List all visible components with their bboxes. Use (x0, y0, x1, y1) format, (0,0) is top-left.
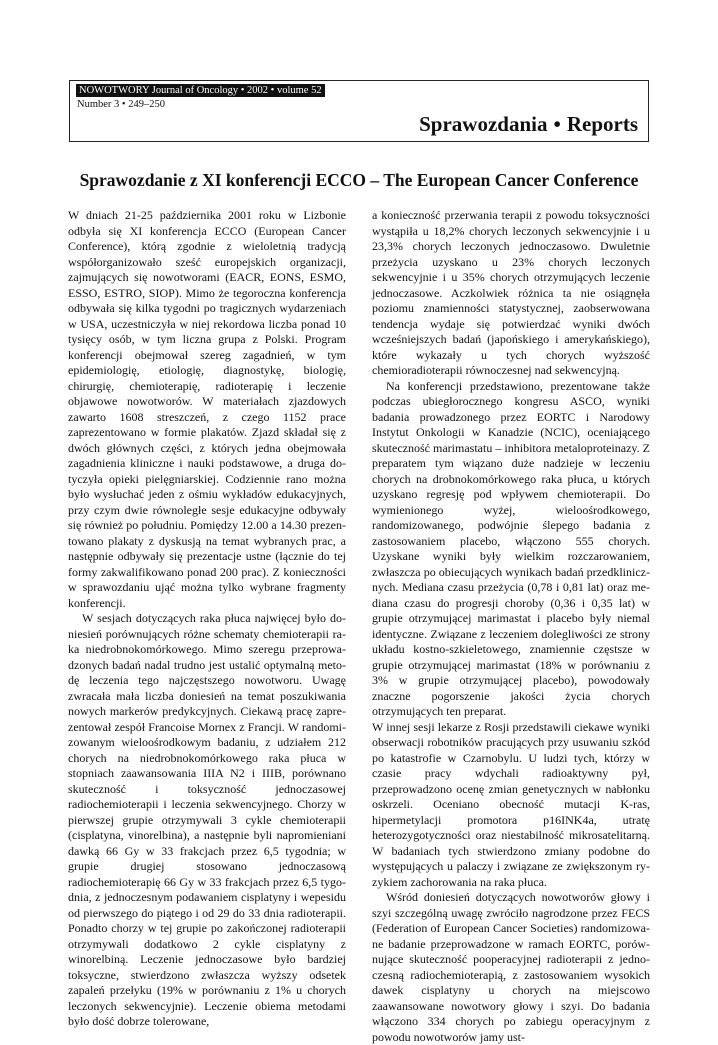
section-title-polish: Sprawozdania (419, 112, 548, 136)
paragraph-marimastat: Na konferencji przedstawiono, prezentowane także podczas ubiegłorocznego kongresu ASCO, wyniki badania prowadzonego przez EORTC i Narodowy Instytut Onkologii w Kanadzie (NCIC), oceniającego skuteczność marimastatu – inhibitora metaloproteinazy. Z preparatem tym wiązano duże nadzieje w leczeniu chorych na drobnokomórkowego raka płuca, u których uzyskano regresję pod wpływem chemioterapii. Do wymienionego wyżej, wieloośrodkowego, randomizowanego, podwójnie ślepego badania z zastosowaniem placebo, włączono 555 chorych. Uzyskane wyniki były wielkim rozczarowaniem, zwłaszcza po obiecujących wynikach badań przedklinicznych. Mediana czasu przeżycia (0,78 i 0,81 lat) oraz mediana czasu do progresji choroby (0,36 i 0,35 lat) w grupie otrzymującej marimastat i placebo były niemal identyczne. Związane z leczeniem dolegliwości ze strony układu kostno-szkieletowego, znamiennie częstsze w grupie otrzymującej marimastat (18% w porównaniu z 3% w grupie otrzymującej placebo), powodowały znaczne pogorszenie jakości życia chorych otrzymujących ten preparat. (372, 378, 650, 718)
paragraph-chernobyl: W innej sesji lekarze z Rosji przedstawili ciekawe wyniki obserwacji robotników pracujących przy usuwaniu szkód po katastrofie w Czarnobylu. U ludzi tych, którzy w czasie pracy wdychali radioaktywny pył, przeprowadzono ocenę zmian genetycznych w nabłonku oskrzeli. Oceniano obecność mutacji K-ras, hipermetylacji promotora p16INK4a, utratę heterozygotyczności oraz niestabilność mikrosatelitarną. W badaniach tych stwierdzono zmiany podobne do występujących u palaczy i związane ze zwiększonym ryzykiem zachorowania na raka płuca. (372, 719, 650, 889)
journal-citation: NOWOTWORY Journal of Oncology • 2002 • volume 52 (76, 84, 325, 97)
paragraph-head-neck: Wśród doniesień dotyczących nowotworów głowy i szyi szczególną uwagę zwróciło nagrodzone przez FECS (Federation of European Cancer Societies) randomizowane badanie przeprowadzone w ramach EORTC, porównujące skuteczność pooperacyjnej radioterapii z jednoczesną radiochemioterapią, z zastosowaniem wysokich dawek cisplatyny u chorych na miejscowo zaawansowane nowotwory głowy i szyi. Do badania włączono 334 chorych po zabiegu operacyjnym z powodu nowotworów jamy ust- (372, 890, 650, 1044)
left-column (68, 208, 346, 1030)
article-title: Sprawozdanie z XI konferencji ECCO – The European Cancer Conference (79, 170, 639, 190)
paragraph-toxicity: a konieczność przerwania terapii z powodu toksyczności wystąpiła u 18,2% chorych leczonych sekwencyjnie i u 23,3% chorych leczonych jednoczasowo. Dwuletnie przeżycia uzyskano u 23% chorych leczonych sekwencyjnie i u 35% chorych otrzymujących leczenie jednoczasowe. Aczkolwiek różnica ta nie osiągnęła poziomu znamienności statystycznej, zaobserwowana tendencja wydaje się potwierdzać wyniki dwóch wcześniejszych badań (japońskiego i amerykańskiego), które wykazały u tych chorych wyższość chemioradioterapii równoczesnej nad sekwencyjną. (372, 208, 650, 377)
paragraph-intro: W dniach 21-25 października 2001 roku w Lizbonie odbyła się XI konferencja ECCO (European Cancer Conference), którą zgodnie z wieloletnią tradycją współorganizowało sześć europejskich organizacji, zajmujących się nowotworami (EACR, EONS, ESMO, ESSO, ESTRO, SIOP). Mimo że tegoroczna konferencja odbywała się kilka tygodni po tragicznych wydarzeniach w USA, uczestniczyła w niej rekordowa liczba ponad 10 tysięcy osób, w tym liczna grupa z Polski. Program konferencji obejmował szereg zagadnień, w tym epidemiologię, etiologię, diagnostykę, biologię, chirurgię, chemioterapię, radioterapię i leczenie objawowe nowotworów. W materiałach zjazdowych zawarto 1608 streszczeń, z czego 1152 prace zaprezentowano w formie plakatów. Zjazd składał się z dwóch głównych części, z których jedna obejmowała zagadnienia kliniczne i nauki podstawowe, a druga dotyczyła opieki pielęgniarskiej. Codziennie rano można było wysłuchać jeden z ośmiu wykładów edukacyjnych, przy czym dwie równoległe sesje edukacyjne odbywały się również po południu. Pomiędzy 12.00 a 14.30 prezentowano plakaty z dyskusją na temat wybranych prac, a następnie odbywały się prezentacje ustne (łącznie do tej formy zakwalifikowano ponad 200 prac). Z konieczności w sprawozdaniu ująć można tylko wybrane fragmenty konferencji. (68, 208, 346, 610)
section-title (419, 111, 638, 137)
section-title-english: Reports (566, 112, 638, 136)
section-separator: • (553, 112, 561, 136)
issue-pages: Number 3 • 249–250 (77, 99, 165, 110)
right-column (372, 208, 650, 1045)
journal-header-box (69, 80, 649, 142)
paragraph-lung-cancer: W sesjach dotyczących raka płuca najwięcej było doniesień porównujących różne schematy chemioterapii raka niedrobnokomórkowego. Mimo szeregu przeprowadzonych badań nadal trudno jest ustalić optymalną metodę leczenia tego najczęstszego nowotworu. Uwagę zwracała mała liczba doniesień na temat poszukiwania nowych markerów predykcyjnych. Ciekawą pracę zaprezentował zespół Francoise Mornex z Francji. W randomizowanym wieloośrodkowym badaniu, z udziałem 212 chorych na niedrobnokomórkowego raka płuca w stopniach zaawansowania IIIA N2 i IIIB, porównano skuteczność i toksyczność jednoczasowej radiochemioterapii i leczenia sekwencyjnego. Chorzy w pierwszej grupie otrzymywali 3 cykle chemioterapii (cisplatyna, vinorelbina), a następnie byli napromieniani dawką 66 Gy w 33 frakcjach przez 6,5 tygodnia; w grupie drugiej stosowano jednoczasową radiochemioterapię 66 Gy w 33 frakcjach przez 6,5 tygodnia, z jednoczesnym podawaniem cisplatyny i wepesidu od pierwszego do piątego i od 29 do 33 dnia radioterapii. Ponadto chorzy w tej grupie po zakończonej radioterapii otrzymywali dodatkowo 2 cykle cisplatyny z winorelbiną. Leczenie jednoczasowe było bardziej toksyczne, stwierdzono zwłaszcza wyższy odsetek zapaleń przełyku (19% w porównaniu z 1% u chorych leczonych sekwencyjnie). Leczenie obiema metodami było dość dobrze tolerowane, (68, 611, 346, 1028)
